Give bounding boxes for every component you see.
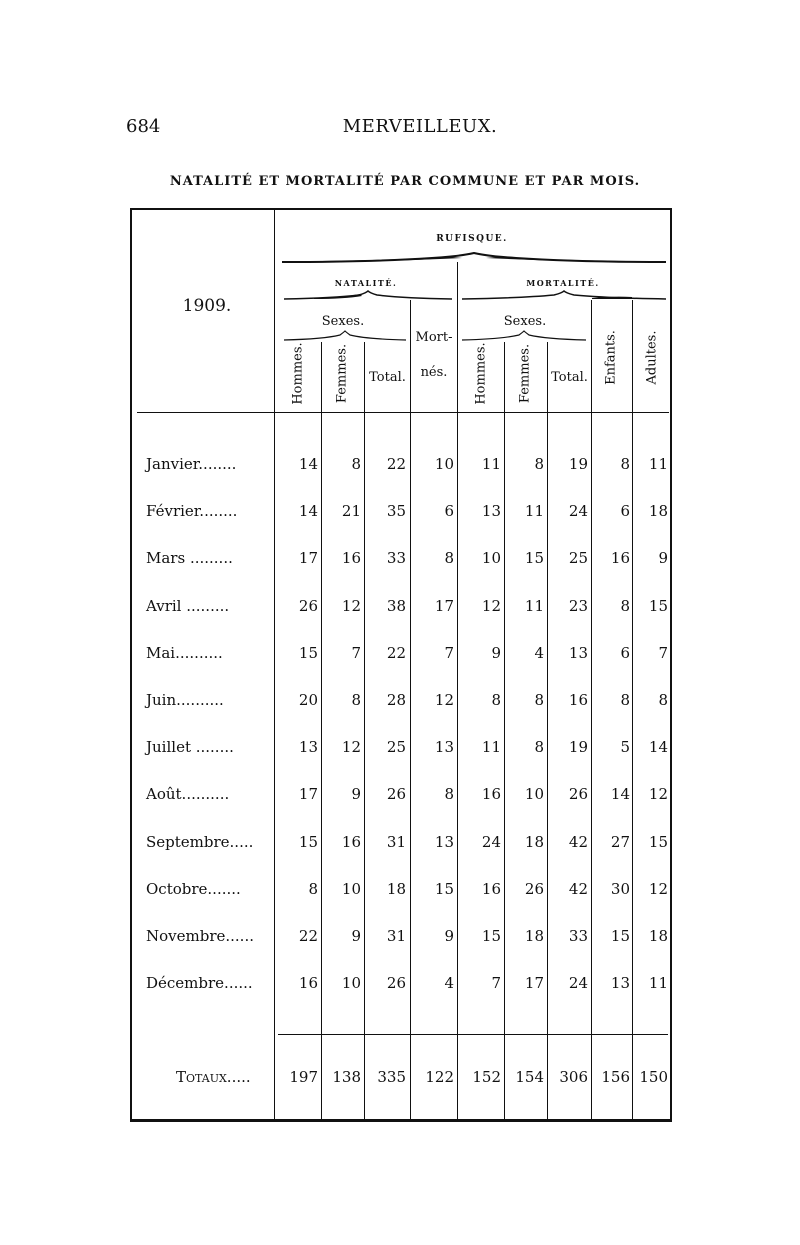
col-divider-5 [591,300,592,1120]
table-row-cell: 12 [648,785,668,804]
table-row-cell: 22 [386,643,406,662]
table-row-cell: 14 [298,502,318,521]
table-row-cell: 16 [610,549,630,568]
col-hommes-nat: Hommes. [290,342,306,405]
table-row-cell: 8 [351,691,361,709]
table-row-cell: 8 [534,455,544,473]
totals-rule [278,1034,668,1035]
table-row-label: Mai.......... [146,643,223,662]
brace-mortalite [462,290,666,302]
table-row-cell: 8 [620,455,630,473]
table-row-cell: 8 [620,596,630,615]
table-row-label: Décembre...... [146,974,253,993]
table-row-cell: 28 [386,691,406,709]
table-row-cell: 10 [434,455,454,473]
year-label: 1909. [182,296,232,316]
table-row-cell: 22 [298,927,318,945]
running-head: MERVEILLEUX. [342,116,498,137]
table-title: NATALITÉ ET MORTALITÉ PAR COMMUNE ET PAR MOIS. [169,174,641,189]
table-row-cell: 11 [481,455,501,473]
totals-row-cell: 122 [425,1068,454,1086]
table-row-cell: 33 [568,927,588,945]
table-row-cell: 9 [491,643,501,662]
table-row-cell: 30 [610,879,630,898]
col-femmes-nat: Femmes. [334,343,350,404]
table-row-cell: 16 [341,549,361,568]
table-row-cell: 15 [524,549,544,568]
table-row-cell: 10 [481,549,501,568]
table-row-cell: 21 [341,502,361,521]
table-row-cell: 16 [341,832,361,851]
brace-natalite [284,290,452,302]
brace-commune [282,252,666,266]
table-row-cell: 17 [298,549,318,568]
table-row-cell: 6 [620,643,630,662]
table-row-label: Octobre....... [146,879,241,898]
table-row-cell: 11 [648,455,668,473]
table-row-cell: 8 [534,738,544,757]
table-row-label: Juillet ........ [146,738,234,757]
table-row-cell: 16 [481,879,501,898]
table-row-cell: 20 [298,691,318,709]
table-row-cell: 9 [351,785,361,804]
table-row-cell: 18 [648,502,668,521]
table-row-cell: 8 [308,879,318,898]
table-row-cell: 19 [568,738,588,757]
table-row-cell: 9 [351,927,361,945]
table-row-cell: 15 [610,927,630,945]
table-row-label: Janvier........ [146,455,237,473]
table-row-cell: 31 [386,832,406,851]
table-row-cell: 25 [568,549,588,568]
table-row-cell: 24 [481,832,501,851]
table-row-label: Août.......... [146,785,230,804]
table-row-cell: 7 [658,643,668,662]
table-row-cell: 24 [568,974,588,993]
table-row-cell: 16 [568,691,588,709]
totals-row-cell: 306 [559,1068,588,1086]
table-row-cell: 17 [434,596,454,615]
table-row-label: Mars ......... [146,549,233,568]
table-row-cell: 4 [534,643,544,662]
table-row-cell: 16 [298,974,318,993]
table-row-label: Juin.......... [146,691,224,709]
table-row-cell: 10 [341,879,361,898]
table-row-cell: 26 [298,596,318,615]
col-divider-2 [364,342,365,1120]
table-row-cell: 6 [444,502,454,521]
sexes-mort-header: Sexes. [503,314,547,329]
table-row-cell: 13 [481,502,501,521]
table-row-cell: 14 [648,738,668,757]
table-row-label: Avril ......... [146,596,230,615]
table-row-cell: 5 [620,738,630,757]
table-row-cell: 14 [298,455,318,473]
table-row-cell: 12 [648,879,668,898]
table-row-cell: 9 [444,927,454,945]
table-row-cell: 11 [524,502,544,521]
table-row-cell: 19 [568,455,588,473]
table-row-cell: 26 [386,785,406,804]
table-row-cell: 11 [481,738,501,757]
col-femmes-mort: Femmes. [517,343,533,404]
table-row-cell: 9 [658,549,668,568]
table-row-cell: 18 [386,879,406,898]
header-rule [137,412,669,413]
mortnes-header-2: nés. [420,365,448,380]
table-row-cell: 6 [620,502,630,521]
col-divider-nat-mort [457,262,458,1120]
totals-row-cell: 138 [332,1068,361,1086]
table-row-cell: 7 [351,643,361,662]
table-row-cell: 12 [434,691,454,709]
table-row-cell: 23 [568,596,588,615]
table-row-label: Février........ [146,502,238,521]
table-row-cell: 15 [298,832,318,851]
table-row-cell: 8 [444,549,454,568]
mortalite-header: MORTALITÉ. [526,278,600,288]
col-divider-1 [321,342,322,1120]
table-row-cell: 18 [524,832,544,851]
table-row-cell: 15 [481,927,501,945]
col-adultes: Adultes. [644,330,660,385]
table-row-cell: 15 [434,879,454,898]
table-row-cell: 8 [620,691,630,709]
table-row-cell: 26 [524,879,544,898]
table-row-cell: 4 [444,974,454,993]
table-row-cell: 14 [610,785,630,804]
table-row-cell: 24 [568,502,588,521]
table-row-cell: 16 [481,785,501,804]
col-divider-label [274,210,275,1120]
col-divider-4 [547,342,548,1120]
table-row-cell: 10 [341,974,361,993]
page-number: 684 [126,116,161,137]
table-row-cell: 8 [491,691,501,709]
table-row-label: Novembre...... [146,927,254,945]
totals-row-cell: 197 [289,1068,318,1086]
table-row-cell: 10 [524,785,544,804]
totals-row-cell: 150 [639,1068,668,1086]
table-row-cell: 27 [610,832,630,851]
table-row-cell: 12 [481,596,501,615]
table-row-cell: 17 [298,785,318,804]
table-row-cell: 13 [434,832,454,851]
table-row-label: Septembre..... [146,832,254,851]
sexes-nat-header: Sexes. [321,314,365,329]
col-hommes-mort: Hommes. [473,342,489,405]
table-row-cell: 38 [386,596,406,615]
table-row-cell: 7 [444,643,454,662]
col-divider-6 [632,300,633,1120]
table-row-cell: 18 [524,927,544,945]
table-row-cell: 13 [298,738,318,757]
table-row-cell: 11 [648,974,668,993]
table-row-cell: 31 [386,927,406,945]
totals-row-cell: 156 [601,1068,630,1086]
table-row-cell: 25 [386,738,406,757]
commune-header: RUFISQUE. [436,234,508,244]
table-row-cell: 12 [341,596,361,615]
table-row-cell: 15 [648,596,668,615]
table-row-cell: 11 [524,596,544,615]
table-row-cell: 8 [534,691,544,709]
table-row-cell: 12 [341,738,361,757]
totals-row-cell: 154 [515,1068,544,1086]
table-row-cell: 35 [386,502,406,521]
table-row-cell: 33 [386,549,406,568]
totals-row-cell: 335 [377,1068,406,1086]
col-total-mort: Total. [551,370,588,385]
totals-row-label: Totaux..... [176,1068,251,1086]
table-row-cell: 8 [351,455,361,473]
table-row-cell: 7 [491,974,501,993]
col-enfants: Enfants. [603,330,619,385]
table-row-cell: 26 [568,785,588,804]
table-row-cell: 17 [524,974,544,993]
col-total-nat: Total. [369,370,406,385]
table-row-cell: 22 [386,455,406,473]
table-row-cell: 13 [610,974,630,993]
table-row-cell: 13 [568,643,588,662]
table-row-cell: 15 [648,832,668,851]
table-row-cell: 18 [648,927,668,945]
table-row-cell: 15 [298,643,318,662]
mortnes-header-1: Mort- [415,330,453,345]
table-row-cell: 26 [386,974,406,993]
table-row-cell: 13 [434,738,454,757]
table-row-cell: 8 [658,691,668,709]
natalite-header: NATALITÉ. [334,278,398,288]
table-row-cell: 42 [568,879,588,898]
col-divider-mortnes [410,300,411,1120]
totals-row-cell: 152 [472,1068,501,1086]
col-divider-3 [504,342,505,1120]
table-row-cell: 8 [444,785,454,804]
table-row-cell: 42 [568,832,588,851]
